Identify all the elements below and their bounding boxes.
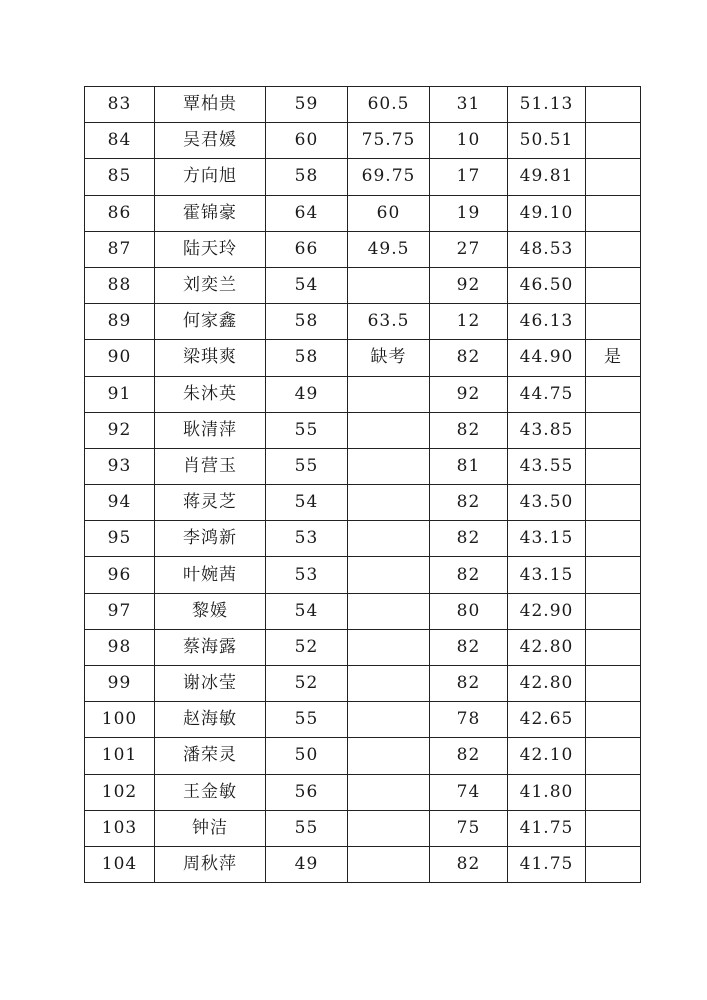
cell-note — [586, 666, 641, 702]
cell-total: 46.13 — [508, 304, 586, 340]
cell-rank: 104 — [85, 846, 155, 882]
cell-total: 43.50 — [508, 485, 586, 521]
cell-note — [586, 485, 641, 521]
cell-score-a: 64 — [266, 195, 348, 231]
cell-score-b: 49.5 — [348, 231, 430, 267]
cell-score-b — [348, 666, 430, 702]
cell-order: 78 — [430, 702, 508, 738]
cell-score-a: 59 — [266, 87, 348, 123]
cell-score-a: 55 — [266, 702, 348, 738]
cell-score-b — [348, 629, 430, 665]
cell-total: 43.85 — [508, 412, 586, 448]
cell-name: 覃柏贵 — [155, 87, 266, 123]
cell-score-b — [348, 485, 430, 521]
cell-rank: 88 — [85, 267, 155, 303]
cell-rank: 101 — [85, 738, 155, 774]
cell-name: 肖营玉 — [155, 448, 266, 484]
table-row — [85, 485, 641, 521]
cell-note — [586, 774, 641, 810]
table-row — [85, 376, 641, 412]
score-table — [84, 86, 641, 883]
cell-name: 赵海敏 — [155, 702, 266, 738]
cell-score-a: 58 — [266, 159, 348, 195]
cell-rank: 94 — [85, 485, 155, 521]
cell-rank: 84 — [85, 123, 155, 159]
cell-score-a: 54 — [266, 267, 348, 303]
cell-name: 朱沐英 — [155, 376, 266, 412]
cell-total: 43.15 — [508, 521, 586, 557]
cell-total: 44.75 — [508, 376, 586, 412]
table-row — [85, 87, 641, 123]
cell-score-b — [348, 846, 430, 882]
cell-note: 是 — [586, 340, 641, 376]
cell-rank: 83 — [85, 87, 155, 123]
cell-order: 82 — [430, 557, 508, 593]
cell-score-a: 50 — [266, 738, 348, 774]
table-row — [85, 123, 641, 159]
cell-total: 51.13 — [508, 87, 586, 123]
cell-name: 方向旭 — [155, 159, 266, 195]
cell-score-a: 49 — [266, 376, 348, 412]
cell-rank: 92 — [85, 412, 155, 448]
table-row — [85, 629, 641, 665]
cell-score-b — [348, 376, 430, 412]
cell-total: 42.90 — [508, 593, 586, 629]
cell-name: 何家鑫 — [155, 304, 266, 340]
cell-name: 黎媛 — [155, 593, 266, 629]
cell-score-b: 75.75 — [348, 123, 430, 159]
cell-note — [586, 521, 641, 557]
cell-rank: 99 — [85, 666, 155, 702]
cell-score-a: 54 — [266, 485, 348, 521]
cell-name: 谢冰莹 — [155, 666, 266, 702]
table-row — [85, 521, 641, 557]
cell-score-a: 60 — [266, 123, 348, 159]
cell-name: 潘荣灵 — [155, 738, 266, 774]
cell-note — [586, 123, 641, 159]
cell-score-a: 52 — [266, 666, 348, 702]
cell-name: 周秋萍 — [155, 846, 266, 882]
cell-order: 82 — [430, 340, 508, 376]
cell-note — [586, 304, 641, 340]
cell-order: 12 — [430, 304, 508, 340]
cell-rank: 90 — [85, 340, 155, 376]
cell-score-a: 58 — [266, 304, 348, 340]
cell-order: 82 — [430, 666, 508, 702]
table-row — [85, 231, 641, 267]
cell-rank: 100 — [85, 702, 155, 738]
cell-total: 50.51 — [508, 123, 586, 159]
table-row — [85, 195, 641, 231]
cell-total: 42.65 — [508, 702, 586, 738]
cell-note — [586, 846, 641, 882]
cell-name: 李鸿新 — [155, 521, 266, 557]
cell-order: 92 — [430, 267, 508, 303]
cell-order: 82 — [430, 629, 508, 665]
cell-score-b — [348, 448, 430, 484]
table-row — [85, 702, 641, 738]
cell-note — [586, 267, 641, 303]
cell-total: 43.15 — [508, 557, 586, 593]
cell-order: 17 — [430, 159, 508, 195]
cell-score-a: 55 — [266, 810, 348, 846]
cell-note — [586, 159, 641, 195]
cell-note — [586, 738, 641, 774]
cell-rank: 97 — [85, 593, 155, 629]
cell-total: 41.75 — [508, 810, 586, 846]
cell-order: 82 — [430, 738, 508, 774]
cell-order: 31 — [430, 87, 508, 123]
table-row — [85, 593, 641, 629]
cell-name: 梁琪爽 — [155, 340, 266, 376]
cell-score-a: 55 — [266, 448, 348, 484]
cell-name: 蔡海露 — [155, 629, 266, 665]
cell-name: 刘奕兰 — [155, 267, 266, 303]
cell-note — [586, 702, 641, 738]
cell-total: 41.80 — [508, 774, 586, 810]
cell-total: 41.75 — [508, 846, 586, 882]
cell-note — [586, 629, 641, 665]
cell-score-b — [348, 521, 430, 557]
cell-order: 81 — [430, 448, 508, 484]
cell-name: 蒋灵芝 — [155, 485, 266, 521]
cell-name: 吴君媛 — [155, 123, 266, 159]
cell-rank: 85 — [85, 159, 155, 195]
cell-score-a: 66 — [266, 231, 348, 267]
cell-order: 19 — [430, 195, 508, 231]
cell-score-b — [348, 774, 430, 810]
cell-order: 27 — [430, 231, 508, 267]
cell-note — [586, 195, 641, 231]
table-body — [85, 87, 641, 883]
cell-total: 44.90 — [508, 340, 586, 376]
cell-total: 42.10 — [508, 738, 586, 774]
cell-score-a: 56 — [266, 774, 348, 810]
table-row — [85, 666, 641, 702]
cell-score-b: 60.5 — [348, 87, 430, 123]
table-row — [85, 810, 641, 846]
cell-total: 46.50 — [508, 267, 586, 303]
cell-order: 82 — [430, 412, 508, 448]
cell-score-a: 49 — [266, 846, 348, 882]
cell-note — [586, 231, 641, 267]
cell-rank: 96 — [85, 557, 155, 593]
cell-note — [586, 412, 641, 448]
cell-name: 霍锦豪 — [155, 195, 266, 231]
cell-note — [586, 810, 641, 846]
cell-rank: 103 — [85, 810, 155, 846]
cell-note — [586, 557, 641, 593]
table-row — [85, 412, 641, 448]
cell-note — [586, 87, 641, 123]
table-row — [85, 846, 641, 882]
cell-score-a: 52 — [266, 629, 348, 665]
cell-order: 75 — [430, 810, 508, 846]
cell-order: 92 — [430, 376, 508, 412]
cell-score-b: 69.75 — [348, 159, 430, 195]
cell-total: 48.53 — [508, 231, 586, 267]
cell-score-a: 53 — [266, 521, 348, 557]
cell-score-b — [348, 557, 430, 593]
cell-name: 叶婉茜 — [155, 557, 266, 593]
cell-score-a: 54 — [266, 593, 348, 629]
cell-score-a: 58 — [266, 340, 348, 376]
cell-score-b: 60 — [348, 195, 430, 231]
cell-order: 82 — [430, 846, 508, 882]
table-row — [85, 159, 641, 195]
cell-total: 49.81 — [508, 159, 586, 195]
cell-rank: 95 — [85, 521, 155, 557]
table-row — [85, 738, 641, 774]
table-row — [85, 774, 641, 810]
cell-note — [586, 376, 641, 412]
cell-order: 82 — [430, 521, 508, 557]
cell-score-b — [348, 267, 430, 303]
cell-score-b — [348, 810, 430, 846]
cell-total: 42.80 — [508, 629, 586, 665]
cell-name: 钟洁 — [155, 810, 266, 846]
cell-score-b — [348, 412, 430, 448]
cell-rank: 93 — [85, 448, 155, 484]
cell-rank: 98 — [85, 629, 155, 665]
cell-rank: 102 — [85, 774, 155, 810]
table-row — [85, 340, 641, 376]
cell-rank: 89 — [85, 304, 155, 340]
cell-total: 49.10 — [508, 195, 586, 231]
cell-total: 43.55 — [508, 448, 586, 484]
cell-note — [586, 448, 641, 484]
cell-score-b: 63.5 — [348, 304, 430, 340]
cell-name: 王金敏 — [155, 774, 266, 810]
cell-score-b — [348, 593, 430, 629]
cell-score-b — [348, 702, 430, 738]
cell-rank: 87 — [85, 231, 155, 267]
cell-name: 耿清萍 — [155, 412, 266, 448]
cell-order: 74 — [430, 774, 508, 810]
cell-total: 42.80 — [508, 666, 586, 702]
cell-score-a: 55 — [266, 412, 348, 448]
cell-score-b — [348, 738, 430, 774]
cell-note — [586, 593, 641, 629]
table-row — [85, 304, 641, 340]
cell-order: 10 — [430, 123, 508, 159]
cell-order: 82 — [430, 485, 508, 521]
table-row — [85, 267, 641, 303]
cell-score-b: 缺考 — [348, 340, 430, 376]
table-row — [85, 557, 641, 593]
table-row — [85, 448, 641, 484]
cell-name: 陆天玲 — [155, 231, 266, 267]
cell-score-a: 53 — [266, 557, 348, 593]
cell-rank: 86 — [85, 195, 155, 231]
cell-order: 80 — [430, 593, 508, 629]
cell-rank: 91 — [85, 376, 155, 412]
